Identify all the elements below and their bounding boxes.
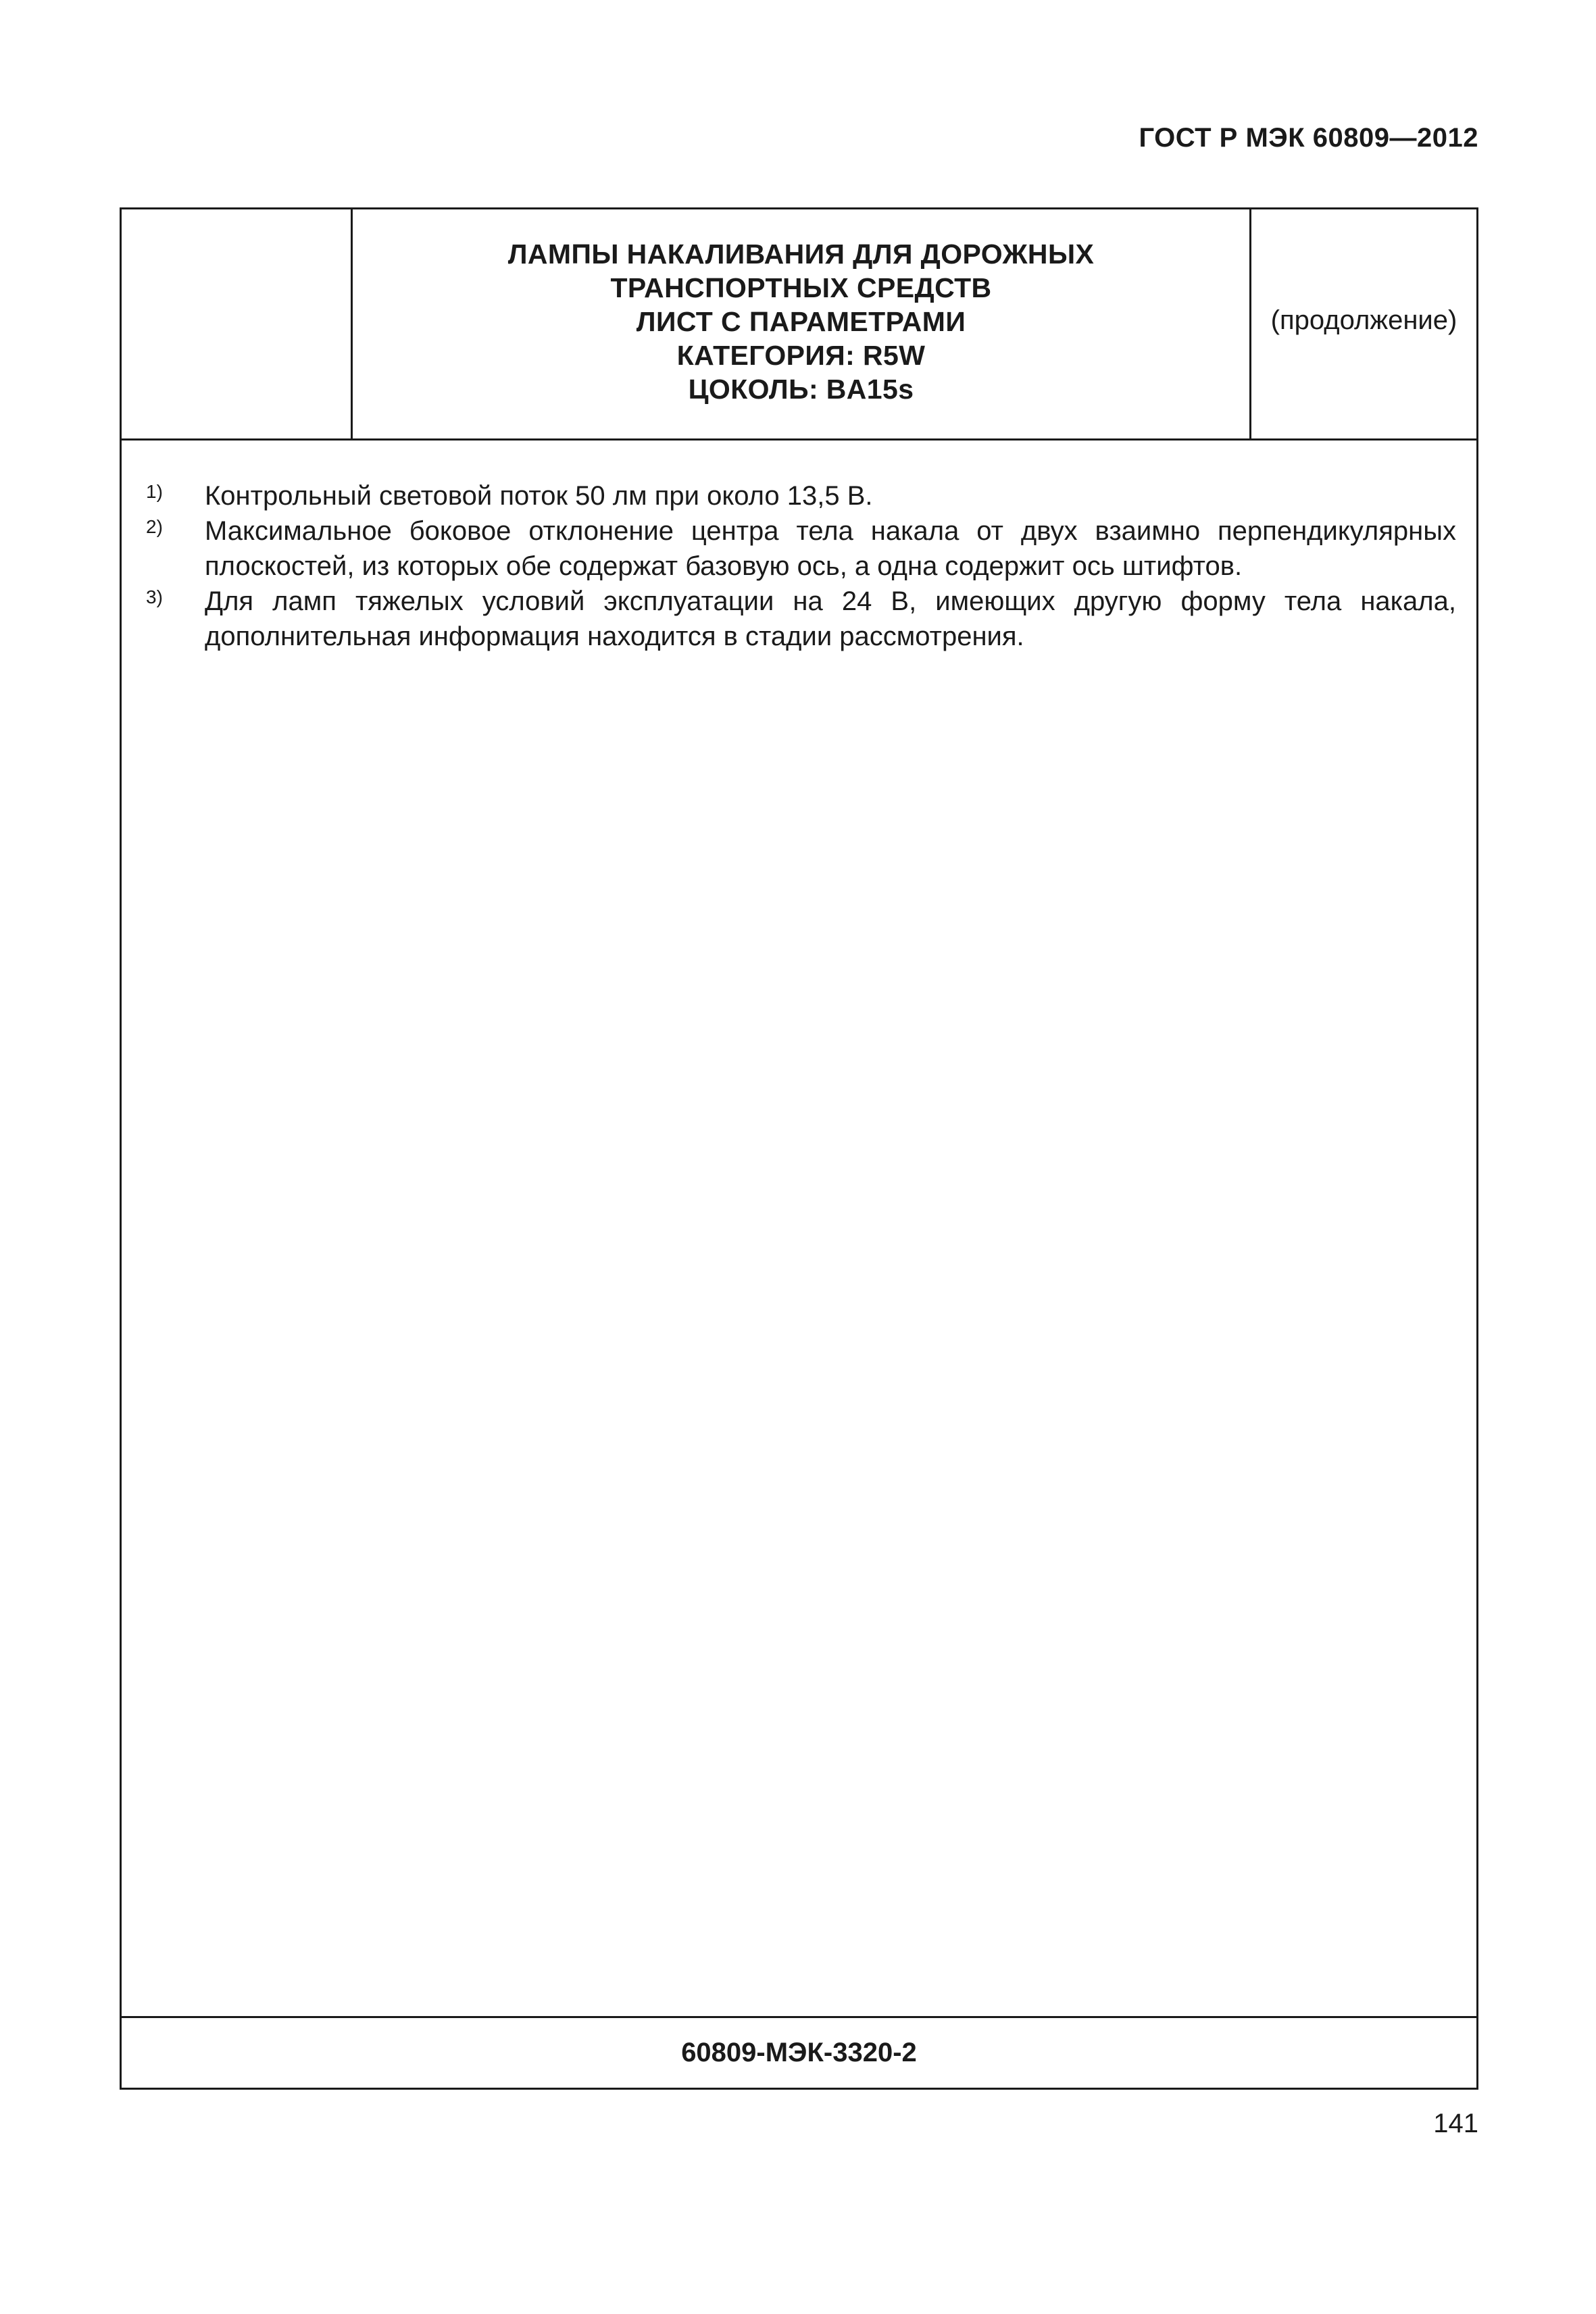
- footnote-marker: 1): [146, 481, 163, 502]
- footnote-marker: 3): [146, 586, 163, 607]
- footnote-text: Контрольный световой поток 50 лм при около 13,5 В.: [205, 481, 873, 511]
- sheet-number: 60809-МЭК-3320-2: [681, 2038, 917, 2067]
- header-empty-cell: [122, 209, 353, 438]
- page-number: 141: [1433, 2109, 1478, 2138]
- base-line: ЦОКОЛЬ: BA15s: [688, 373, 914, 405]
- footnote-marker: 2): [146, 516, 163, 537]
- footnotes: [142, 478, 1456, 654]
- title-line: ТРАНСПОРТНЫХ СРЕДСТВ: [610, 272, 992, 303]
- title-line: ЛИСТ С ПАРАМЕТРАМИ: [636, 305, 966, 337]
- parameter-sheet: [120, 207, 1478, 2090]
- sheet-header: [122, 209, 1476, 441]
- footnote-2: [142, 513, 1456, 584]
- sheet-title: [353, 209, 1249, 438]
- footnote-text: Максимальное боковое отклонение центра тела накала от двух взаимно перпендикулярных плоскостей, из которых обе содержат базовую ось, а одна содержит ось штифтов.: [205, 516, 1456, 581]
- category-line: КАТЕГОРИЯ: R5W: [676, 339, 926, 371]
- footnote-1: [142, 478, 1456, 513]
- sheet-footer: [122, 2016, 1476, 2088]
- continuation-cell: [1249, 209, 1476, 438]
- footnote-text: Для ламп тяжелых условий эксплуатации на 24 В, имеющих другую форму тела накала, дополнительная информация находится в стадии рассмотрения.: [205, 586, 1456, 651]
- footnote-3: [142, 584, 1456, 654]
- standard-code: ГОСТ Р МЭК 60809—2012: [1139, 123, 1478, 153]
- continuation-label: (продолжение): [1270, 305, 1457, 335]
- title-line: ЛАМПЫ НАКАЛИВАНИЯ ДЛЯ ДОРОЖНЫХ: [507, 238, 1095, 270]
